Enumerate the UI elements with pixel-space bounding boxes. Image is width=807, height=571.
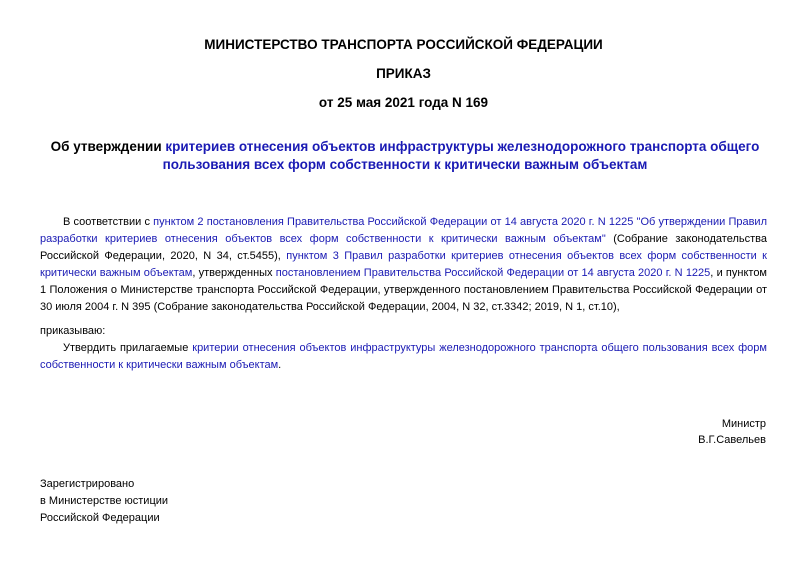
order-paragraph — [40, 340, 767, 374]
date-number-heading: от 25 мая 2021 года N 169 — [318, 95, 489, 110]
order-text-2: . — [278, 359, 282, 371]
preamble-text-1: В соответствии с — [63, 216, 154, 228]
registration-line-1: Зарегистрировано — [40, 478, 135, 490]
registration-line-3: Российской Федерации — [40, 512, 160, 524]
title-criteria-link[interactable]: критериев отнесения объектов инфраструктуры железнодорожного транспорта общего пользования всех форм собственности к критически важным объектам — [162, 139, 760, 172]
preamble-text-4: , и пунктом 1 Положения о Министерстве транспорта Российской Федерации, утвержденного постановлением Правительства Российской Федерации от 30 июля 2004 г. N 395 (Собрание законодательства Российской Федерации, 2004, N 32, ст.3342; 2019, N 1, ст.10), — [40, 267, 767, 313]
preamble-link-decree-1225[interactable]: постановлением Правительства Российской Федерации от 14 августа 2020 г. N 1225 — [275, 267, 711, 279]
ministry-heading: МИНИСТЕРСТВО ТРАНСПОРТА РОССИЙСКОЙ ФЕДЕРАЦИИ — [204, 37, 603, 52]
preamble-text-2: (Собрание законодательства Российской Федерации, 2020, N 34, ст.5455), — [40, 233, 767, 262]
preamble-link-rules-point-3[interactable]: пунктом 3 Правил разработки критериев отнесения объектов всех форм собственности к критически важным объектам — [40, 250, 767, 279]
preamble-paragraph — [40, 214, 767, 316]
preamble-text-3: , утвержденных — [192, 267, 276, 279]
signature-position: Министр — [721, 418, 766, 430]
title-prefix: Об утверждении — [50, 139, 166, 154]
document-title — [30, 138, 780, 174]
preamble-link-decree-point-2[interactable]: пунктом 2 постановления Правительства Российской Федерации от 14 августа 2020 г. N 1225 "Об утверждении Правил разработки критериев отнесения объектов всех форм собственности к критически важным объектам" — [40, 216, 768, 245]
registration-line-2: в Министерстве юстиции — [40, 495, 169, 507]
signature-name: В.Г.Савельев — [698, 434, 766, 446]
order-text-1: Утвердить прилагаемые — [63, 342, 193, 354]
doc-type-heading: ПРИКАЗ — [376, 66, 431, 81]
order-criteria-link[interactable]: критерии отнесения объектов инфраструктуры железнодорожного транспорта общего пользования всех форм собственности к критически важным объектам — [40, 342, 767, 371]
order-word: приказываю: — [40, 325, 106, 337]
